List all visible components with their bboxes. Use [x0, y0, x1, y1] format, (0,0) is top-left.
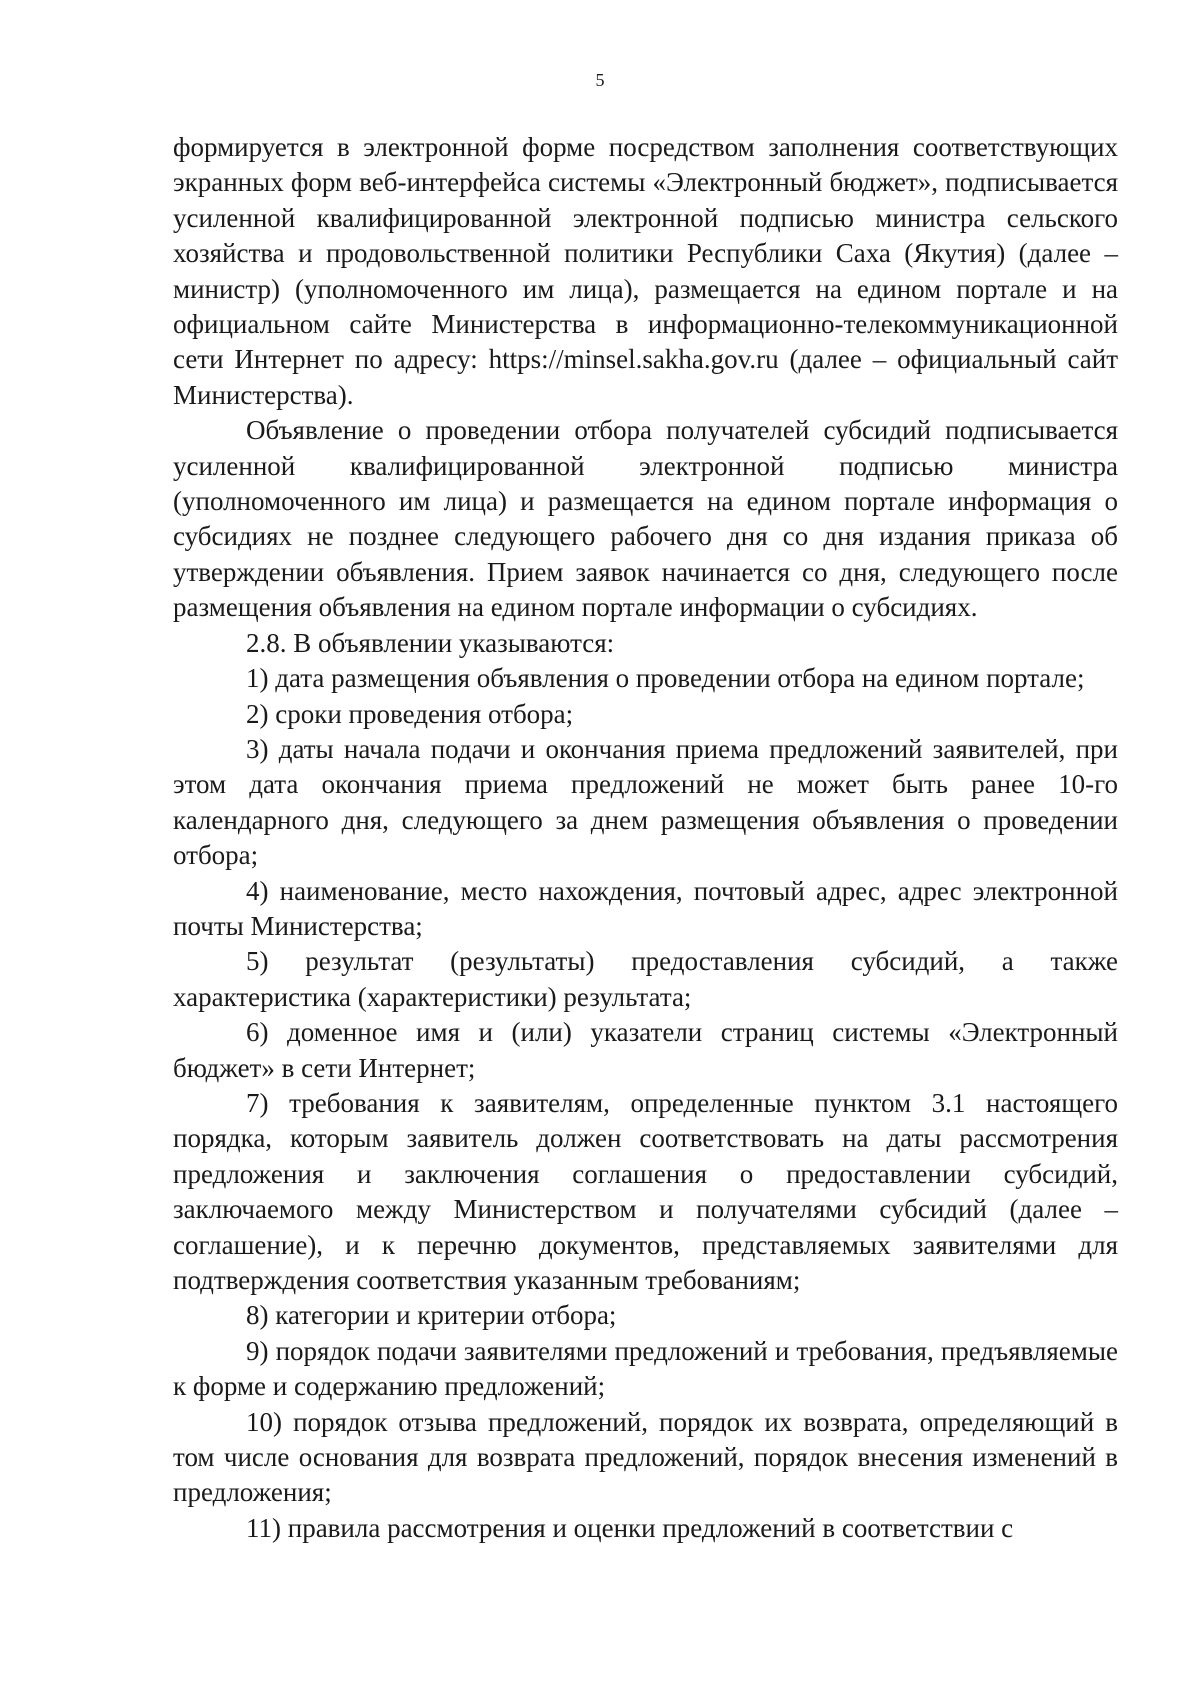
list-item-4: 4) наименование, место нахождения, почтовый адрес, адрес электронной почты Министерства;: [173, 875, 1118, 941]
list-item-2: 2) сроки проведения отбора;: [246, 698, 574, 729]
list-item-5: 5) результат (результаты) предоставления субсидий, а также характеристика (характеристики) результата;: [173, 946, 1118, 1012]
document-body: [173, 130, 1118, 1546]
list-item-8: 8) категории и критерии отбора;: [246, 1300, 617, 1331]
list-item-1: 1) дата размещения объявления о проведении отбора на едином портале;: [246, 663, 1085, 694]
section-2-8-heading: 2.8. В объявлении указываются:: [246, 627, 615, 658]
list-item-10: 10) порядок отзыва предложений, порядок их возврата, определяющий в том числе основания для возврата предложений, порядок внесения изменений в предложения;: [173, 1406, 1118, 1508]
paragraph-continuation: формируется в электронной форме посредством заполнения соответствующих экранных форм веб-интерфейса системы «Электронный бюджет», подписывается усиленной квалифицированной электронной подписью министра сельского хозяйства и продовольственной политики Республики Саха (Якутия) (далее – министр) (уполномоченного им лица), размещается на едином портале и на официальном сайте Министерства в информационно-телекоммуникационной сети Интернет по адресу: https://minsel.sakha.gov.ru (далее – официальный сайт Министерства).: [173, 132, 1118, 410]
list-item-9: 9) порядок подачи заявителями предложений и требования, предъявляемые к форме и содержанию предложений;: [173, 1335, 1118, 1402]
paragraph-announcement: Объявление о проведении отбора получателей субсидий подписывается усиленной квалифицированной электронной подписью министра (уполномоченного им лица) и размещается на едином портале информация о субсидиях не позднее следующего рабочего дня со дня издания приказа об утверждении объявления. Прием заявок начинается со дня, следующего после размещения объявления на едином портале информации о субсидиях.: [173, 415, 1118, 623]
page-number: 5: [595, 70, 605, 90]
list-item-7: 7) требования к заявителям, определенные пунктом 3.1 настоящего порядка, которым заявитель должен соответствовать на даты рассмотрения предложения и заключения соглашения о предоставлении субсидий, заключаемого между Министерством и получателями субсидий (далее – соглашение), и к перечню документов, представляемых заявителями для подтверждения соответствия указанным требованиям;: [173, 1087, 1118, 1295]
list-item-3: 3) даты начала подачи и окончания приема предложений заявителей, при этом дата окончания приема предложений не может быть ранее 10-го календарного дня, следующего за днем размещения объявления о проведении отбора;: [173, 733, 1118, 871]
list-item-11: 11) правила рассмотрения и оценки предложений в соответствии с: [246, 1512, 1014, 1543]
list-item-6: 6) доменное имя и (или) указатели страниц системы «Электронный бюджет» в сети Интернет;: [173, 1017, 1118, 1083]
